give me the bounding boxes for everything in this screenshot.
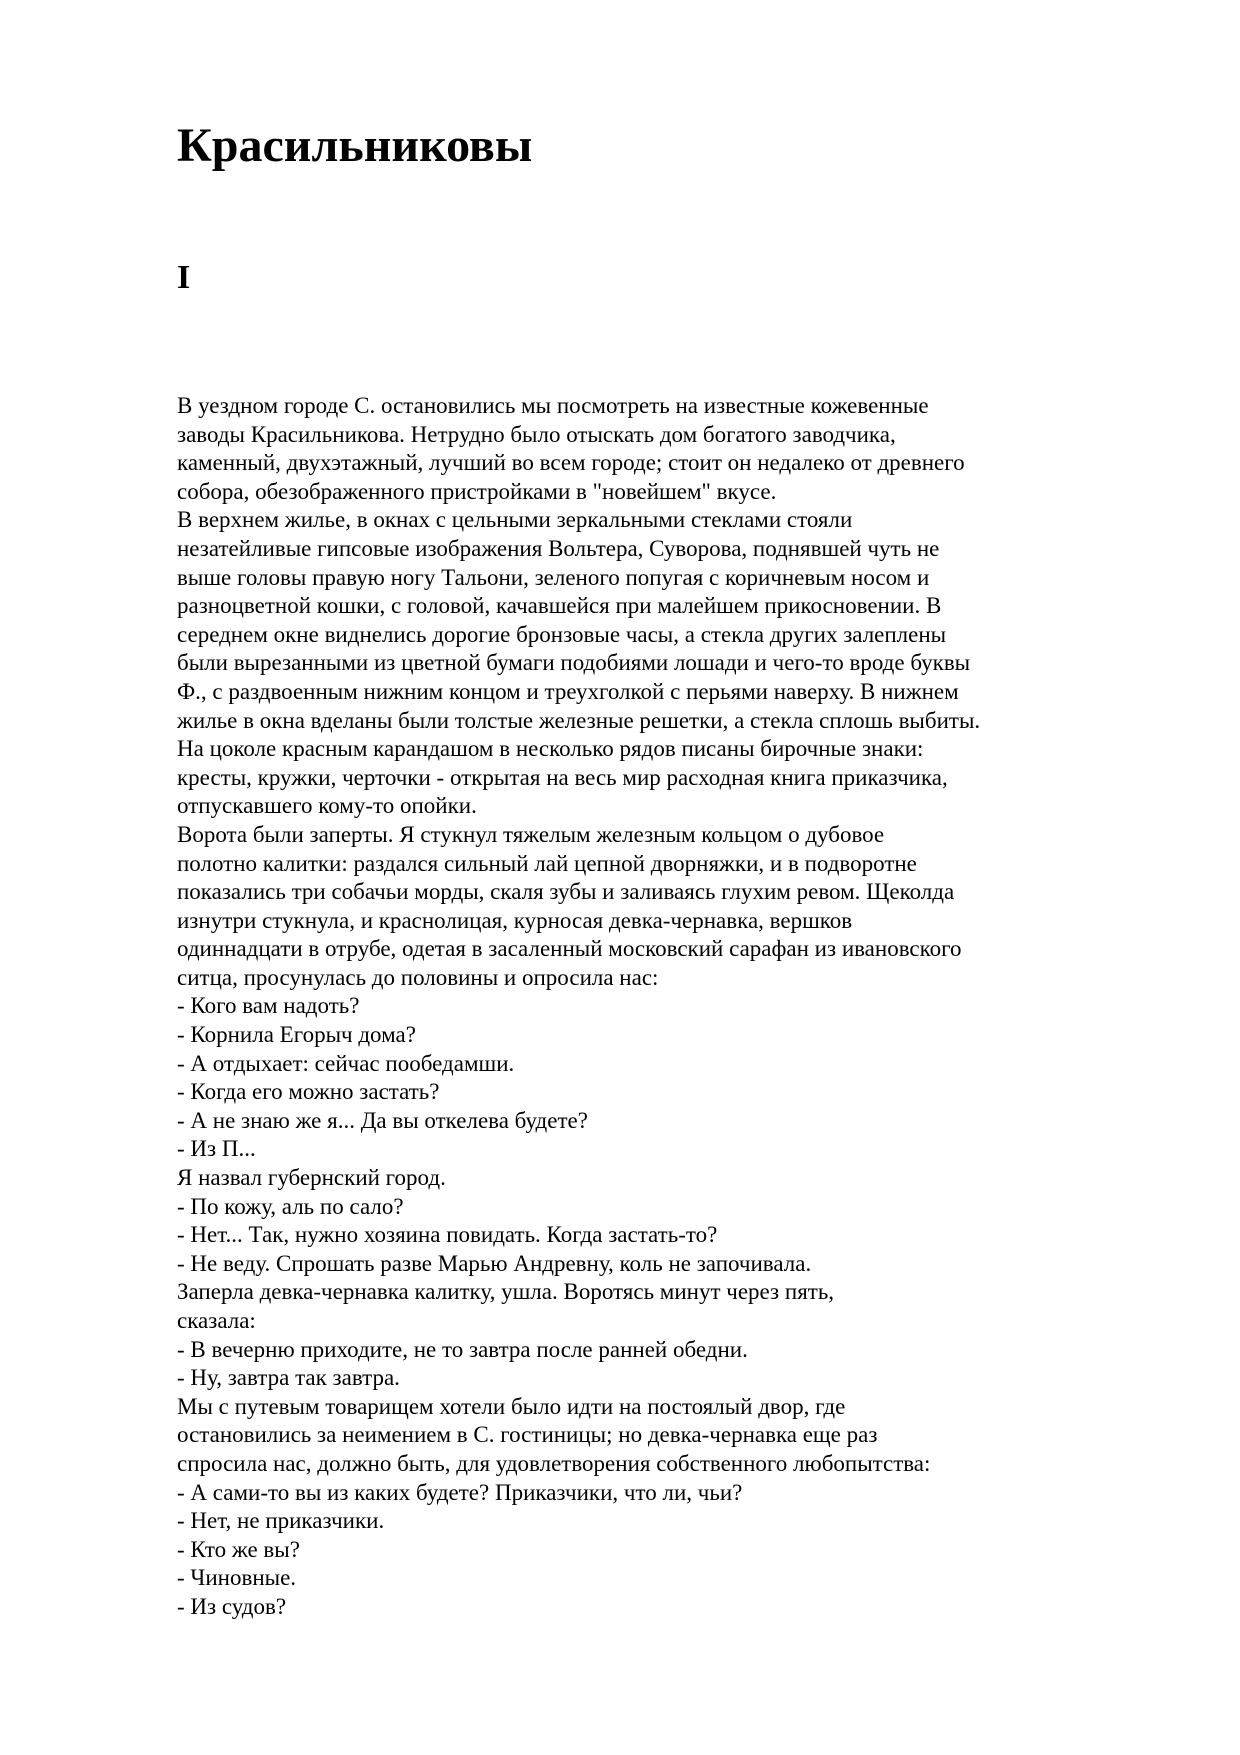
text-line: - В вечерню приходите, не то завтра после ранней обедни.	[177, 1336, 748, 1362]
text-line: - Чиновные.	[177, 1565, 297, 1591]
text-line: изнутри стукнула, и краснолицая, курносая девка-чернавка, вершков	[177, 907, 853, 933]
text-line: каменный, двухэтажный, лучший во всем городе; стоит он недалеко от древнего	[177, 450, 965, 476]
text-line: - Кто же вы?	[177, 1536, 300, 1562]
text-line: одиннадцати в отрубе, одетая в засаленный московский сарафан из ивановского	[177, 936, 962, 962]
text-line: остановились за неимением в С. гостиницы; но девка-чернавка еще раз	[177, 1422, 878, 1448]
text-line: - А сами-то вы из каких будете? Приказчики, что ли, чьи?	[177, 1479, 743, 1505]
text-line: середнем окне виднелись дорогие бронзовые часы, а стекла других залеплены	[177, 621, 947, 647]
text-line: - А не знаю же я... Да вы откелева будете?	[177, 1107, 588, 1133]
text-line: полотно калитки: раздался сильный лай цепной дворняжки, и в подворотне	[177, 850, 917, 876]
text-line: - Нет... Так, нужно хозяина повидать. Когда застать-то?	[177, 1222, 718, 1248]
text-line: Мы с путевым товарищем хотели было идти на постоялый двор, где	[177, 1393, 846, 1419]
text-line: отпускавшего кому-то опойки.	[177, 793, 477, 819]
text-line: сказала:	[177, 1308, 256, 1333]
text-line: - Кого вам надоть?	[177, 993, 360, 1019]
text-line: кресты, кружки, черточки - открытая на весь мир расходная книга приказчика,	[177, 764, 948, 790]
text-line: - Не веду. Спрошать разве Марью Андревну, коль не започивала.	[177, 1250, 812, 1276]
text-line: разноцветной кошки, с головой, качавшейся при малейшем прикосновении. В	[177, 593, 942, 619]
text-line: жилье в окна вделаны были толстые железные решетки, а стекла сплошь выбиты.	[177, 707, 981, 733]
text-line: ситца, просунулась до половины и опросила нас:	[177, 964, 659, 990]
text-line: собора, обезображенного пристройками в "новейшем" вкусе.	[177, 478, 777, 504]
text-line: - Из судов?	[177, 1593, 287, 1619]
text-line: Я назвал губернский город.	[177, 1165, 446, 1191]
text-line: На цоколе красным карандашом в несколько рядов писаны бирочные знаки:	[177, 736, 924, 762]
text-line: Ворота были заперты. Я стукнул тяжелым железным кольцом о дубовое	[177, 821, 885, 847]
text-line: В верхнем жилье, в окнах с цельными зеркальными стеклами стояли	[177, 507, 853, 533]
text-line: - Корнила Егорыч дома?	[177, 1022, 416, 1048]
text-line: Заперла девка-чернавка калитку, ушла. Воротясь минут через пять,	[177, 1279, 835, 1305]
text-line: заводы Красильникова. Нетрудно было отыскать дом богатого заводчика,	[177, 421, 896, 447]
text-line: - Нет, не приказчики.	[177, 1508, 385, 1534]
text-line: - А отдыхает: сейчас пообедамши.	[177, 1050, 515, 1076]
text-line: - Из П...	[177, 1136, 256, 1162]
text-line: выше головы правую ногу Тальони, зеленого попугая с коричневым носом и	[177, 564, 930, 590]
text-line: незатейливые гипсовые изображения Вольтера, Суворова, поднявшей чуть не	[177, 535, 940, 561]
text-line: - По кожу, аль по сало?	[177, 1193, 404, 1219]
text-line: показались три собачьи морды, скаля зубы и заливаясь глухим ревом. Щеколда	[177, 879, 955, 905]
text-line: - Когда его можно застать?	[177, 1079, 440, 1105]
document-title: Красильниковы	[177, 119, 533, 172]
text-line: были вырезанными из цветной бумаги подобиями лошади и чего-то вроде буквы	[177, 650, 971, 676]
text-line: спросила нас, должно быть, для удовлетворения собственного любопытства:	[177, 1450, 931, 1476]
text-line: Ф., с раздвоенным нижним концом и треухголкой с перьями наверху. В нижнем	[177, 678, 959, 704]
chapter-heading: I	[177, 259, 191, 296]
text-line: В уездном городе С. остановились мы посмотреть на известные кожевенные	[177, 393, 929, 418]
text-line: - Ну, завтра так завтра.	[177, 1365, 400, 1391]
body-text	[177, 392, 1177, 1622]
